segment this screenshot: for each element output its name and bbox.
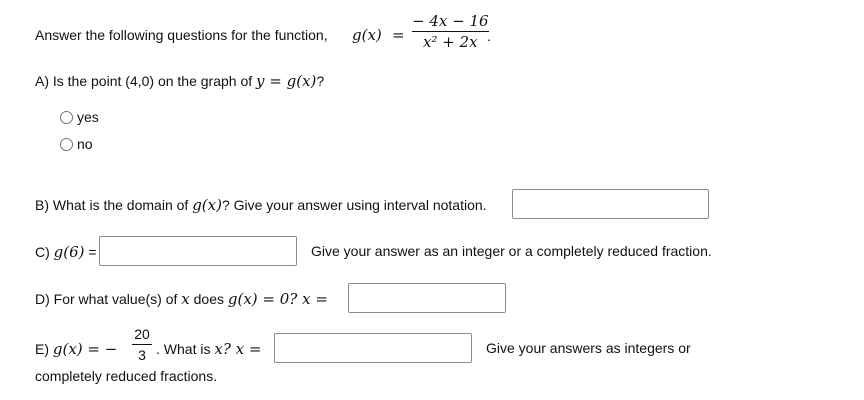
- part-c-prefix: C): [35, 244, 50, 260]
- part-a-math: y = g(x): [256, 72, 317, 90]
- part-c-question: [35, 243, 97, 261]
- part-e-math2: x? x =: [214, 340, 262, 358]
- part-b-answer-input[interactable]: [512, 189, 709, 219]
- part-a-suffix: ?: [316, 73, 325, 89]
- radio-button-yes[interactable]: [60, 111, 73, 124]
- function-fraction: [412, 12, 489, 51]
- part-b-suffix: ? Give your answer using interval notation.: [221, 197, 487, 213]
- part-d-math: g(x) = 0? x =: [227, 290, 328, 308]
- part-e-prefix-group: [35, 340, 117, 358]
- intro-equals: =: [392, 26, 405, 44]
- part-d-var: x: [181, 290, 190, 308]
- intro-period: .: [487, 28, 491, 44]
- part-e-fraction-bar: [132, 344, 152, 345]
- fraction-denominator: x² + 2x: [422, 33, 478, 51]
- radio-option-yes[interactable]: [60, 109, 99, 125]
- part-c-hint: Give your answer as an integer or a completely reduced fraction.: [311, 243, 712, 259]
- part-e-answer-input[interactable]: [274, 333, 472, 363]
- part-b-question: [35, 196, 487, 214]
- part-a-question: [35, 72, 324, 90]
- part-d-prefix: D) For what value(s) of: [35, 291, 178, 307]
- part-e-continuation: completely reduced fractions.: [35, 368, 218, 384]
- part-c-equals: =: [88, 244, 97, 260]
- part-b-prefix: B) What is the domain of: [35, 197, 189, 213]
- intro-function-name: g(x): [352, 26, 382, 44]
- part-e-fraction-denominator: 3: [138, 347, 146, 363]
- part-c-math: g(6): [53, 243, 85, 261]
- radio-option-no[interactable]: [60, 136, 93, 152]
- radio-label-no[interactable]: no: [77, 136, 93, 152]
- part-c-answer-input[interactable]: [99, 236, 297, 266]
- part-e-fraction-numerator: 20: [134, 326, 150, 342]
- part-d-middle: does: [193, 291, 224, 307]
- intro-text: Answer the following questions for the function,: [35, 27, 328, 43]
- fraction-numerator: − 4x − 16: [412, 12, 489, 30]
- fraction-bar: [412, 31, 489, 32]
- part-e-middle-group: [156, 340, 261, 358]
- part-e-middle: . What is: [156, 341, 211, 357]
- part-e-fraction: [132, 325, 152, 364]
- radio-label-yes[interactable]: yes: [77, 109, 99, 125]
- part-b-math: g(x): [192, 196, 222, 214]
- part-e-math: g(x) = −: [52, 340, 118, 358]
- part-d-answer-input[interactable]: [348, 283, 506, 313]
- part-a-prefix: A) Is the point (4,0) on the graph of: [35, 73, 253, 89]
- part-e-hint: Give your answers as integers or: [486, 340, 691, 356]
- part-d-question: [35, 290, 328, 308]
- radio-button-no[interactable]: [60, 138, 73, 151]
- part-e-prefix: E): [35, 341, 49, 357]
